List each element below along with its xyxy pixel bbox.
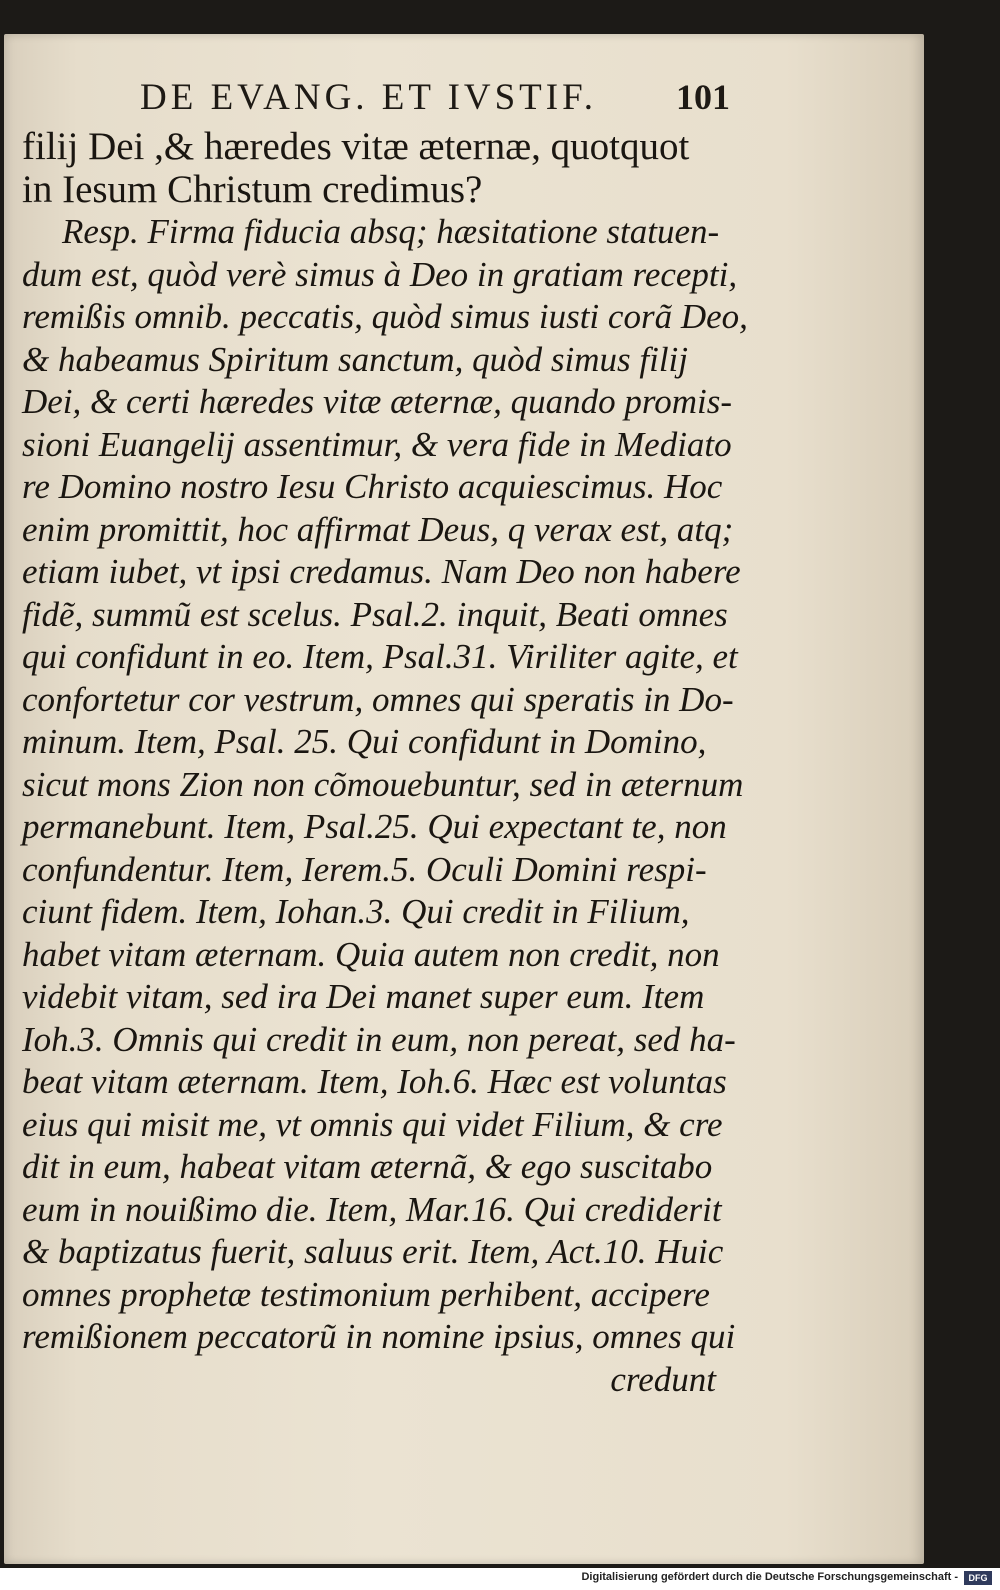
text-line: filij Dei ,& hæredes vitæ æternæ, quotquot [22,125,690,168]
text-line: sioni Euangelij assentimur, & vera fide in Mediato [22,424,732,464]
body-text [22,126,752,1401]
text-line: etiam iubet, vt ipsi credamus. Nam Deo non habere [22,552,741,591]
text-line: eum in nouißimo die. Item, Mar.16. Qui crediderit [22,1189,722,1229]
text-line: ciunt fidem. Item, Iohan.3. Qui credit in Filium, [22,892,690,931]
text-line: videbit vitam, sed ira Dei manet super eum. Item [22,977,705,1016]
digitization-footer [0,1568,1000,1590]
text-line: dum est, quòd verè simus à Deo in gratiam recepti, [22,254,738,294]
text-line: fidẽ, summũ est scelus. Psal.2. inquit, Beati omnes [22,594,728,634]
text-line: Dei, & certi hæredes vitæ æternæ, quando promis- [22,382,732,421]
text-line: & habeamus Spiritum sanctum, quòd simus filij [22,339,688,379]
text-line: sicut mons Zion non cõmouebuntur, sed in æternum [22,764,744,804]
text-line: confortetur cor vestrum, omnes qui speratis in Do- [22,679,734,719]
text-line: beat vitam æternam. Item, Ioh.6. Hæc est voluntas [22,1062,727,1101]
text-line: habet vitam æternam. Quia autem non credit, non [22,934,720,974]
text-line: remißis omnib. peccatis, quòd simus iusti corã Deo, [22,297,748,336]
text-line: permanebunt. Item, Psal.25. Qui expectant te, non [22,807,727,846]
dfg-logo: DFG [964,1571,992,1585]
book-page [4,34,924,1564]
text-line: in Iesum Christum credimus? [22,167,483,211]
text-line: Ioh.3. Omnis qui credit in eum, non pereat, sed ha- [22,1019,736,1059]
text-line: Resp. Firma fiducia absq; hæsitatione statuen- [62,212,720,251]
page-header [140,74,740,124]
text-line: remißionem peccatorũ in nomine ipsius, omnes qui [22,1317,736,1356]
text-line: dit in eum, habeat vitam æternã, & ego suscitabo [22,1147,713,1186]
catchword: credunt [610,1359,716,1399]
text-line: eius qui misit me, vt omnis qui videt Filium, & cre [22,1104,723,1144]
text-line: re Domino nostro Iesu Christo acquiescimus. Hoc [22,467,723,506]
text-line: omnes prophetæ testimonium perhibent, accipere [22,1274,710,1314]
page-number: 101 [676,77,730,117]
text-line: confundentur. Item, Ierem.5. Oculi Domini respi- [22,849,707,889]
text-line: qui confidunt in eo. Item, Psal.31. Viriliter agite, et [22,637,738,676]
running-title: DE EVANG. ET IVSTIF. [140,77,597,118]
footer-credit: Digitalisierung gefördert durch die Deutsche Forschungsgemeinschaft - [581,1571,958,1583]
text-line: minum. Item, Psal. 25. Qui confidunt in Domino, [22,722,707,761]
text-line: enim promittit, hoc affirmat Deus, q verax est, atq; [22,509,734,549]
text-line: & baptizatus fuerit, saluus erit. Item, Act.10. Huic [22,1232,724,1271]
